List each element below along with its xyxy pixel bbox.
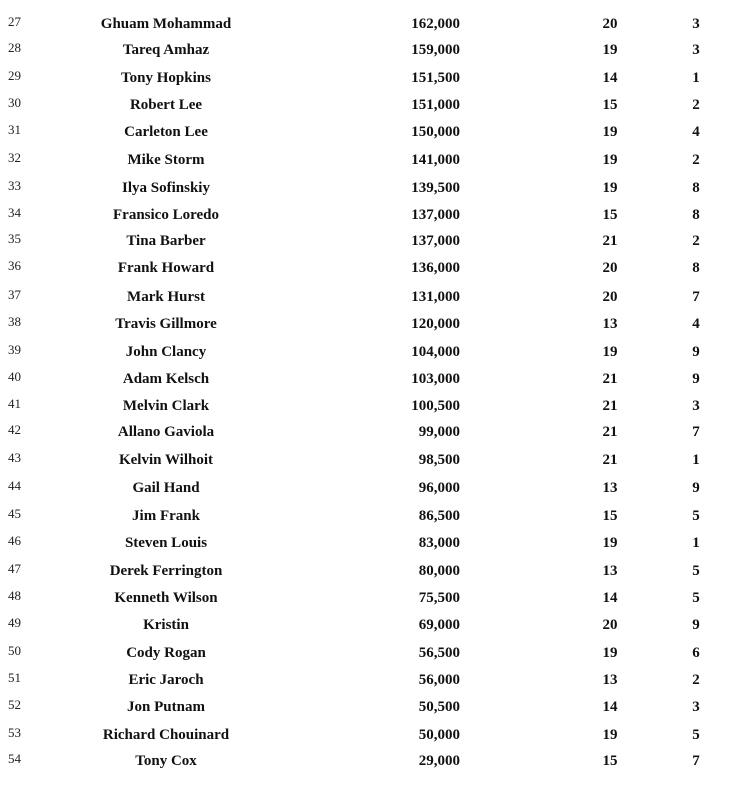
column-4-value: 2 [692,233,700,249]
amount-value: 150,000 [411,124,460,140]
column-3-value: 21 [602,398,618,414]
column-4-value: 5 [692,590,700,606]
player-name: Mark Hurst [127,289,205,305]
amount-value: 159,000 [411,42,460,58]
column-3-value: 15 [602,508,618,524]
row-number: 54 [8,751,21,766]
row-number: 40 [8,369,21,384]
amount-value: 69,000 [418,617,460,633]
table-row [0,672,750,692]
column-3-value: 19 [602,645,618,661]
player-name: Adam Kelsch [122,371,210,387]
column-4-value: 1 [692,535,700,551]
amount-value: 131,000 [411,289,460,305]
row-number: 47 [8,561,21,576]
column-3-value: 13 [602,672,618,688]
table-row [0,344,750,364]
column-3-value: 15 [602,97,618,113]
row-number: 44 [8,478,21,493]
column-3-value: 15 [602,753,618,769]
player-name: Fransico Loredo [113,207,219,223]
row-number: 49 [8,615,21,630]
row-number: 45 [8,506,21,521]
amount-value: 139,500 [411,180,460,196]
amount-value: 151,000 [411,97,460,113]
player-name: Frank Howard [117,260,215,276]
column-4-value: 2 [692,672,700,688]
column-4-value: 1 [692,452,700,468]
amount-value: 50,500 [418,699,460,715]
table-row [0,753,750,773]
row-number: 46 [8,533,21,548]
table-row [0,424,750,444]
amount-value: 98,500 [418,452,460,468]
player-name: Tina Barber [126,233,206,249]
row-number: 37 [8,287,21,302]
column-4-value: 5 [692,727,700,743]
amount-value: 104,000 [411,344,460,360]
table-row [0,645,750,665]
row-number: 48 [8,588,21,603]
player-name: Mike Storm [127,152,205,168]
column-4-value: 3 [692,42,700,58]
amount-value: 83,000 [418,535,460,551]
row-number: 36 [8,258,21,273]
row-number: 32 [8,150,21,165]
column-4-value: 5 [692,563,700,579]
column-3-value: 14 [602,590,618,606]
table-row [0,260,750,280]
column-4-value: 3 [692,398,700,414]
amount-value: 136,000 [411,260,460,276]
column-3-value: 14 [602,699,618,715]
column-4-value: 9 [692,480,700,496]
amount-value: 29,000 [418,753,460,769]
table-row [0,207,750,227]
table-row [0,42,750,62]
column-3-value: 19 [602,124,618,140]
row-number: 53 [8,725,21,740]
row-number: 52 [8,697,21,712]
column-3-value: 20 [602,16,618,32]
column-4-value: 2 [692,97,700,113]
column-4-value: 5 [692,508,700,524]
player-name: Ilya Sofinskiy [122,180,210,196]
player-name: Kenneth Wilson [114,590,218,606]
row-number: 38 [8,314,21,329]
column-3-value: 19 [602,344,618,360]
column-3-value: 19 [602,42,618,58]
table-row [0,180,750,200]
column-3-value: 13 [602,316,618,332]
amount-value: 50,000 [418,727,460,743]
column-3-value: 19 [602,180,618,196]
column-4-value: 4 [692,316,700,332]
column-4-value: 8 [692,180,700,196]
table-row [0,508,750,528]
column-4-value: 7 [692,289,700,305]
column-4-value: 8 [692,260,700,276]
table-row [0,233,750,253]
column-4-value: 2 [692,152,700,168]
column-4-value: 9 [692,617,700,633]
player-name: John Clancy [125,344,207,360]
row-number: 41 [8,396,21,411]
row-number: 50 [8,643,21,658]
column-4-value: 7 [692,424,700,440]
row-number: 30 [8,95,21,110]
column-4-value: 6 [692,645,700,661]
column-3-value: 13 [602,480,618,496]
column-4-value: 4 [692,124,700,140]
column-3-value: 21 [602,424,618,440]
row-number: 42 [8,422,21,437]
player-name: Allano Gaviola [117,424,215,440]
column-3-value: 20 [602,289,618,305]
column-3-value: 20 [602,617,618,633]
amount-value: 120,000 [411,316,460,332]
table-row [0,124,750,144]
amount-value: 56,500 [418,645,460,661]
row-number: 35 [8,231,21,246]
row-number: 27 [8,14,21,29]
amount-value: 141,000 [411,152,460,168]
amount-value: 151,500 [411,70,460,86]
table-row [0,617,750,637]
player-name: Melvin Clark [122,398,210,414]
table-row [0,371,750,391]
player-name: Gail Hand [132,480,200,496]
row-number: 31 [8,122,21,137]
player-name: Ghuam Mohammad [100,16,232,32]
amount-value: 103,000 [411,371,460,387]
column-4-value: 7 [692,753,700,769]
player-name: Carleton Lee [124,124,208,140]
column-3-value: 13 [602,563,618,579]
player-name: Tony Hopkins [121,70,211,86]
amount-value: 86,500 [418,508,460,524]
amount-value: 99,000 [418,424,460,440]
column-3-value: 20 [602,260,618,276]
table-row [0,152,750,172]
player-name: Tony Cox [135,753,197,769]
table-row [0,398,750,418]
table-row [0,316,750,336]
table-row [0,590,750,610]
player-name: Kristin [143,617,189,633]
table-row [0,16,750,36]
column-4-value: 9 [692,344,700,360]
amount-value: 100,500 [411,398,460,414]
player-name: Cody Rogan [126,645,206,661]
amount-value: 96,000 [418,480,460,496]
column-4-value: 8 [692,207,700,223]
row-number: 34 [8,205,21,220]
row-number: 28 [8,40,21,55]
player-name: Tareq Amhaz [122,42,210,58]
amount-value: 75,500 [418,590,460,606]
column-3-value: 21 [602,371,618,387]
table-row [0,727,750,747]
table-row [0,97,750,117]
table-row [0,535,750,555]
row-number: 51 [8,670,21,685]
table-row [0,563,750,583]
column-3-value: 21 [602,233,618,249]
table-row [0,480,750,500]
column-3-value: 15 [602,207,618,223]
column-3-value: 21 [602,452,618,468]
amount-value: 162,000 [411,16,460,32]
player-name: Richard Chouinard [102,727,230,743]
column-3-value: 14 [602,70,618,86]
player-name: Steven Louis [124,535,208,551]
column-4-value: 9 [692,371,700,387]
column-3-value: 19 [602,152,618,168]
player-name: Jim Frank [132,508,200,524]
player-name: Derek Ferrington [109,563,223,579]
row-number: 29 [8,68,21,83]
player-name: Robert Lee [129,97,203,113]
amount-value: 56,000 [418,672,460,688]
column-3-value: 19 [602,727,618,743]
amount-value: 137,000 [411,207,460,223]
table-row [0,699,750,719]
player-name: Jon Putnam [127,699,205,715]
amount-value: 80,000 [418,563,460,579]
player-name: Kelvin Wilhoit [118,452,214,468]
table-row [0,452,750,472]
player-name: Travis Gillmore [115,316,217,332]
column-4-value: 3 [692,699,700,715]
column-4-value: 1 [692,70,700,86]
table-row [0,289,750,309]
player-name: Eric Jaroch [128,672,204,688]
row-number: 43 [8,450,21,465]
row-number: 39 [8,342,21,357]
table-row [0,70,750,90]
column-4-value: 3 [692,16,700,32]
column-3-value: 19 [602,535,618,551]
amount-value: 137,000 [411,233,460,249]
row-number: 33 [8,178,21,193]
